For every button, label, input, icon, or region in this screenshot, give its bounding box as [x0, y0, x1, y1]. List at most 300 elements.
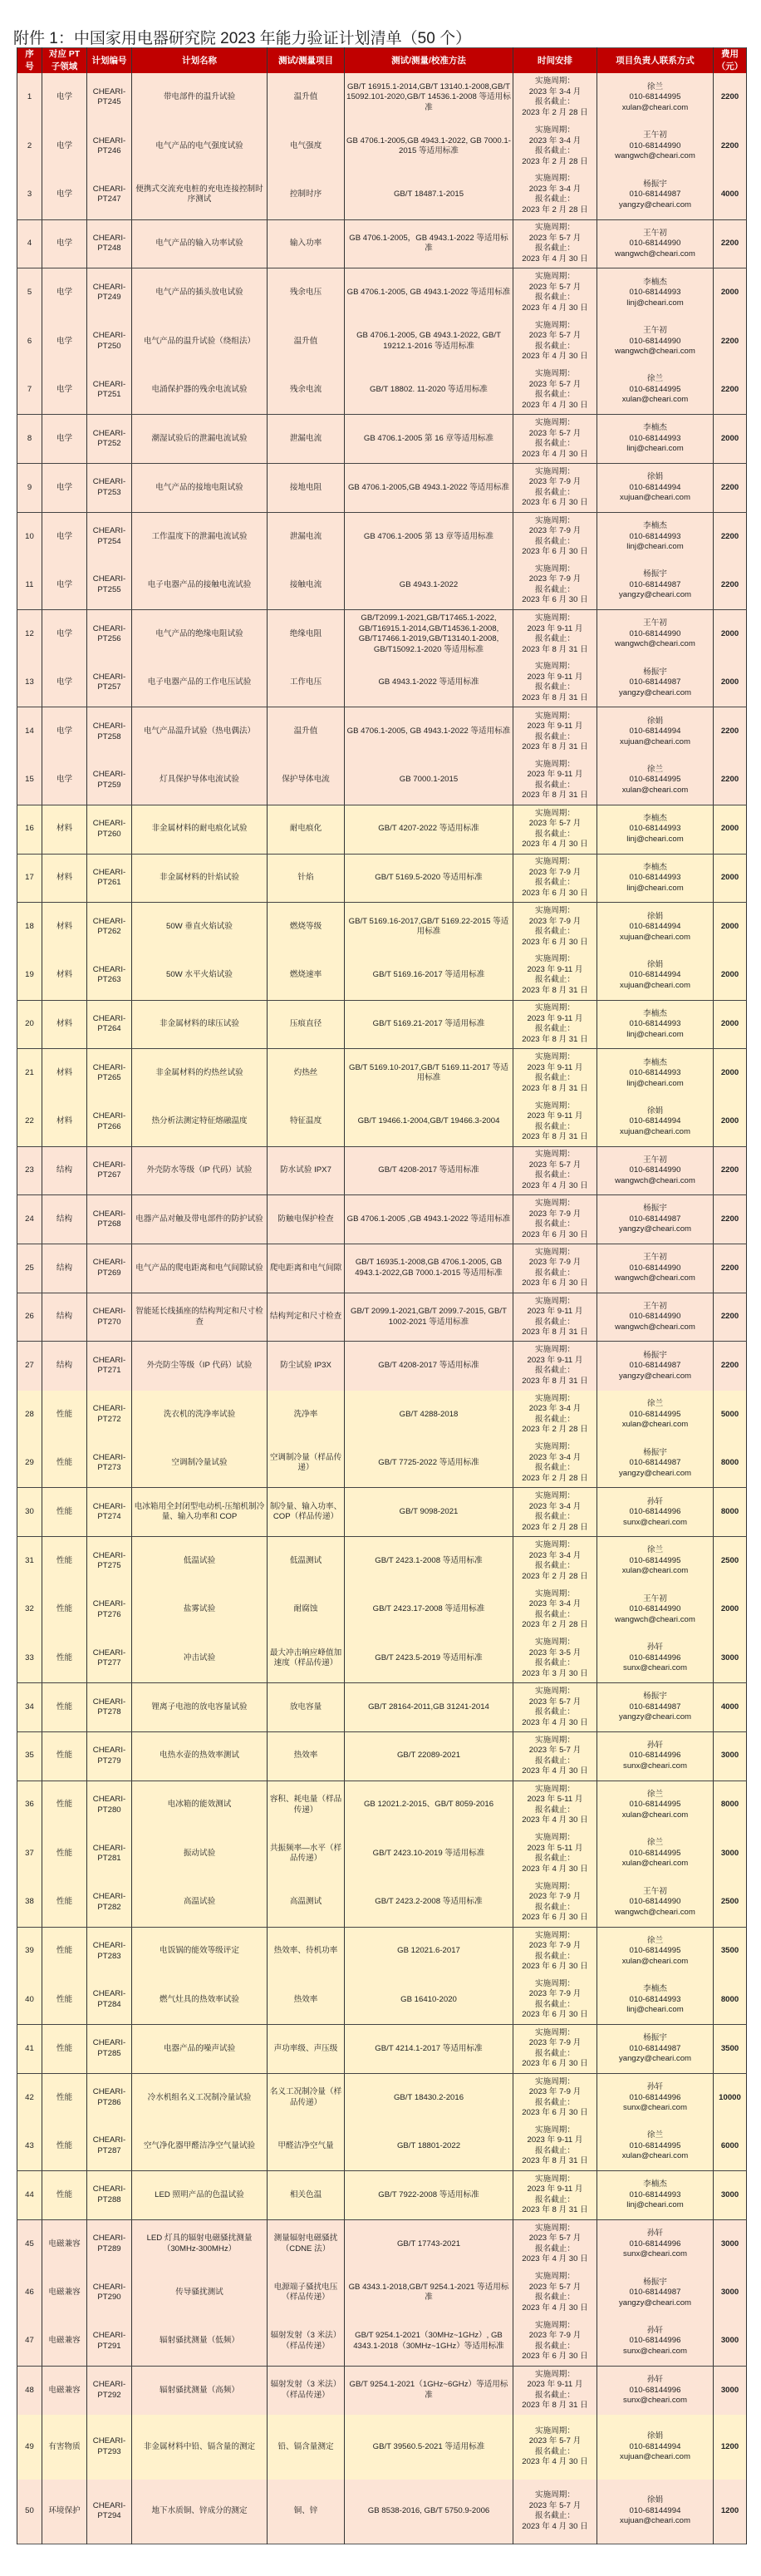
cell-seq: 2 — [17, 122, 42, 171]
cell-test-item: 相关色温 — [268, 2171, 345, 2220]
contact-email[interactable]: wangwch@cheari.com — [615, 1907, 695, 1917]
cell-contact — [597, 1049, 714, 1098]
cell-schedule: 实施周期： 2023 年 7-9 月 报名截止： 2023 年 6 月 30 日 — [513, 2025, 597, 2074]
cell-field: 性能 — [42, 1537, 87, 1586]
cell-code: CHEARI- PT271 — [87, 1342, 132, 1391]
cell-field: 电学 — [42, 415, 87, 464]
cell-schedule: 实施周期： 2023 年 5-7 月 报名截止： 2023 年 4 月 30 日 — [513, 805, 597, 854]
cell-seq: 33 — [17, 1634, 42, 1683]
cell-method: GB 4706.1-2005,GB 4943.1-2022 等适用标准 — [345, 464, 513, 513]
contact-email[interactable]: xulan@cheari.com — [621, 102, 689, 112]
cell-code: CHEARI- PT278 — [87, 1683, 132, 1732]
table-row — [17, 1927, 747, 1976]
cell-test-item: 爬电距离和电气间隙 — [268, 1244, 345, 1293]
cell-field: 性能 — [42, 1927, 87, 1976]
table-row — [17, 2268, 747, 2317]
contact-email[interactable]: wangwch@cheari.com — [615, 1614, 695, 1624]
contact-person: 徐娟 — [646, 2431, 664, 2441]
cell-method: GB/T 5169.16-2017,GB/T 5169.22-2015 等适用标准 — [345, 903, 513, 952]
cell-field: 电学 — [42, 268, 87, 318]
cell-contact — [597, 1878, 714, 1927]
contact-email[interactable]: wangwch@cheari.com — [615, 639, 695, 649]
contact-email[interactable]: wangwch@cheari.com — [615, 1175, 695, 1185]
contact-person: 徐兰 — [646, 1789, 664, 1799]
cell-code: CHEARI- PT248 — [87, 219, 132, 268]
contact-phone: 010-68144990 — [629, 239, 681, 249]
contact-email[interactable]: xujuan@cheari.com — [620, 1126, 690, 1136]
cell-code: CHEARI- PT272 — [87, 1391, 132, 1440]
cell-seq: 1 — [17, 73, 42, 122]
contact-email[interactable]: linj@cheari.com — [626, 542, 684, 552]
cell-test-item: 泄漏电流 — [268, 415, 345, 464]
contact-email[interactable]: yangzy@cheari.com — [618, 2298, 692, 2308]
contact-person: 徐兰 — [646, 1935, 664, 1945]
contact-person: 李楠杰 — [643, 1008, 667, 1018]
contact-email[interactable]: sunx@cheari.com — [623, 1761, 687, 1771]
table-row — [17, 415, 747, 464]
contact-email[interactable]: wangwch@cheari.com — [615, 1273, 695, 1283]
cell-seq: 14 — [17, 707, 42, 756]
cell-schedule: 实施周期： 2023 年 5-7 月 报名截止： 2023 年 4 月 30 日 — [513, 1731, 597, 1781]
contact-phone: 010-68144996 — [629, 2336, 681, 2346]
cell-code: CHEARI- PT245 — [87, 73, 132, 122]
contact-email[interactable]: xujuan@cheari.com — [620, 2452, 690, 2461]
contact-email[interactable]: sunx@cheari.com — [623, 2346, 687, 2356]
contact-email[interactable]: linj@cheari.com — [626, 1078, 684, 1088]
cell-contact — [597, 2268, 714, 2317]
cell-schedule: 实施周期： 2023 年 5-11 月 报名截止： 2023 年 4 月 30 日 — [513, 1830, 597, 1879]
cell-fee: 2000 — [714, 1049, 747, 1098]
cell-code: CHEARI- PT284 — [87, 1976, 132, 2025]
contact-phone: 010-68144995 — [629, 1800, 681, 1810]
contact-email[interactable]: xulan@cheari.com — [621, 1566, 689, 1576]
cell-fee: 8000 — [714, 1976, 747, 2025]
cell-schedule: 实施周期： 2023 年 7-9 月 报名截止： 2023 年 6 月 30 日 — [513, 464, 597, 513]
contact-person: 孙轩 — [646, 2375, 664, 2385]
cell-method: GB/T 16935.1-2008,GB 4706.1-2005, GB 4943.1-2022,GB 7000.1-2015 等适用标准 — [345, 1244, 513, 1293]
cell-method: GB/T 2423.17-2008 等适用标准 — [345, 1585, 513, 1634]
cell-plan-name: 外壳防水等级（IP 代码）试验 — [132, 1146, 268, 1195]
cell-seq: 24 — [17, 1195, 42, 1244]
cell-test-item: 结构判定和尺寸检查 — [268, 1293, 345, 1342]
cell-contact — [597, 1146, 714, 1195]
contact-person: 徐兰 — [646, 81, 664, 91]
contact-email[interactable]: yangzy@cheari.com — [618, 1712, 692, 1722]
contact-phone: 010-68144996 — [629, 2239, 681, 2248]
cell-seq: 8 — [17, 415, 42, 464]
contact-email[interactable]: linj@cheari.com — [626, 444, 684, 454]
cell-method: GB 4706.1-2005,GB 4943.1-2022, GB 7000.1-2015 等适用标准 — [345, 122, 513, 171]
cell-field: 材料 — [42, 1049, 87, 1098]
cell-plan-name: 智能延长线插座的结构判定和尺寸检查 — [132, 1293, 268, 1342]
table-row — [17, 756, 747, 805]
table-row — [17, 707, 747, 756]
contact-email[interactable]: yangzy@cheari.com — [618, 1224, 692, 1234]
table-row — [17, 2122, 747, 2171]
table-row — [17, 1634, 747, 1683]
cell-field: 电磁兼容 — [42, 2366, 87, 2415]
table-row — [17, 2025, 747, 2074]
table-row — [17, 73, 747, 122]
contact-phone: 010-68144996 — [629, 1652, 681, 1662]
cell-method: GB/T 2099.1-2021,GB/T 2099.7-2015, GB/T 1002-2021 等适用标准 — [345, 1293, 513, 1342]
contact-person: 王午初 — [643, 326, 667, 336]
contact-phone: 010-68144987 — [629, 1702, 681, 1712]
cell-schedule: 实施周期： 2023 年 3-4 月 报名截止： 2023 年 2 月 28 日 — [513, 73, 597, 122]
cell-contact — [597, 1537, 714, 1586]
header-contact: 项目负责人联系方式 — [597, 48, 714, 74]
cell-test-item: 接地电阻 — [268, 464, 345, 513]
cell-method: GB/T 22089-2021 — [345, 1731, 513, 1781]
cell-plan-name: 低温试验 — [132, 1537, 268, 1586]
contact-email[interactable]: xujuan@cheari.com — [620, 2516, 690, 2526]
contact-email[interactable]: wangwch@cheari.com — [615, 151, 695, 161]
contact-person: 李楠杰 — [643, 2180, 667, 2189]
contact-person: 杨振宇 — [643, 2277, 667, 2287]
cell-schedule: 实施周期： 2023 年 5-7 月 报名截止： 2023 年 4 月 30 日 — [513, 415, 597, 464]
contact-email[interactable]: sunx@cheari.com — [623, 1517, 687, 1527]
contact-email[interactable]: xulan@cheari.com — [621, 1859, 689, 1869]
contact-email[interactable]: xulan@cheari.com — [621, 1956, 689, 1966]
cell-seq: 42 — [17, 2073, 42, 2122]
cell-method: GB/T 9254.1-2021（1GHz~6GHz）等适用标准 — [345, 2366, 513, 2415]
contact-email[interactable]: yangzy@cheari.com — [618, 687, 692, 697]
cell-schedule: 实施周期： 2023 年 5-7 月 报名截止： 2023 年 4 月 30 日 — [513, 2480, 597, 2544]
cell-test-item: 残余电压 — [268, 268, 345, 318]
cell-contact — [597, 1634, 714, 1683]
cell-fee: 2000 — [714, 951, 747, 1000]
table-row — [17, 219, 747, 268]
contact-email[interactable]: sunx@cheari.com — [623, 1663, 687, 1673]
cell-seq: 47 — [17, 2317, 42, 2367]
cell-test-item: 压痕直径 — [268, 1000, 345, 1049]
contact-email[interactable]: xujuan@cheari.com — [620, 736, 690, 746]
contact-phone: 010-68144990 — [629, 1604, 681, 1614]
cell-fee: 2200 — [714, 73, 747, 122]
contact-phone: 010-68144994 — [629, 482, 681, 492]
contact-email[interactable]: xulan@cheari.com — [621, 2151, 689, 2161]
cell-method: GB/T 7725-2022 等适用标准 — [345, 1439, 513, 1488]
cell-fee: 2200 — [714, 1244, 747, 1293]
contact-email[interactable]: xujuan@cheari.com — [620, 980, 690, 990]
cell-code: CHEARI- PT291 — [87, 2317, 132, 2367]
cell-seq: 27 — [17, 1342, 42, 1391]
table-row — [17, 1830, 747, 1879]
cell-code: CHEARI- PT288 — [87, 2171, 132, 2220]
cell-field: 电学 — [42, 756, 87, 805]
contact-email[interactable]: yangzy@cheari.com — [618, 1468, 692, 1478]
cell-seq: 23 — [17, 1146, 42, 1195]
contact-email[interactable]: wangwch@cheari.com — [615, 249, 695, 259]
cell-plan-name: 电气产品的绝缘电阻试验 — [132, 610, 268, 659]
cell-plan-name: 电气产品温升试验（热电偶法） — [132, 707, 268, 756]
contact-person: 杨振宇 — [643, 179, 667, 189]
cell-method: GB/T 4208-2017 等适用标准 — [345, 1146, 513, 1195]
cell-plan-name: 冲击试验 — [132, 1634, 268, 1683]
cell-fee: 1200 — [714, 2480, 747, 2544]
table-row — [17, 1537, 747, 1586]
contact-person: 徐娟 — [646, 959, 664, 969]
cell-schedule: 实施周期： 2023 年 5-7 月 报名截止： 2023 年 4 月 30 日 — [513, 317, 597, 366]
cell-fee: 3500 — [714, 2025, 747, 2074]
contact-email[interactable]: sunx@cheari.com — [623, 2249, 687, 2259]
cell-field: 材料 — [42, 1097, 87, 1146]
contact-person: 杨振宇 — [643, 2033, 667, 2043]
cell-method: GB/T 2423.1-2008 等适用标准 — [345, 1537, 513, 1586]
contact-person: 孙轩 — [646, 2082, 664, 2092]
contact-email[interactable]: linj@cheari.com — [626, 883, 684, 893]
contact-email[interactable]: xulan@cheari.com — [621, 1420, 689, 1430]
contact-phone: 010-68144994 — [629, 922, 681, 932]
cell-test-item: 灼热丝 — [268, 1049, 345, 1098]
header-method: 测试/测量/校准方法 — [345, 48, 513, 74]
cell-method: GB/T 4207-2022 等适用标准 — [345, 805, 513, 854]
cell-fee: 3000 — [714, 1731, 747, 1781]
cell-schedule: 实施周期： 2023 年 9-11 月 报名截止： 2023 年 8 月 31 日 — [513, 658, 597, 707]
cell-seq: 28 — [17, 1391, 42, 1440]
cell-fee: 2200 — [714, 512, 747, 561]
cell-method: GB/T 19466.1-2004,GB/T 19466.3-2004 — [345, 1097, 513, 1146]
contact-email[interactable]: xujuan@cheari.com — [620, 932, 690, 942]
cell-schedule: 实施周期： 2023 年 7-9 月 报名截止： 2023 年 6 月 30 日 — [513, 1195, 597, 1244]
cell-fee: 2000 — [714, 854, 747, 903]
cell-plan-name: 带电部件的温升试验 — [132, 73, 268, 122]
cell-field: 环境保护 — [42, 2480, 87, 2544]
table-row — [17, 317, 747, 366]
table-row — [17, 1146, 747, 1195]
contact-email[interactable]: xulan@cheari.com — [621, 785, 689, 795]
cell-test-item: 防触电保护检查 — [268, 1195, 345, 1244]
cell-code: CHEARI- PT289 — [87, 2219, 132, 2268]
contact-person: 王午初 — [643, 131, 667, 140]
cell-field: 电学 — [42, 122, 87, 171]
cell-test-item: 温升值 — [268, 73, 345, 122]
cell-fee: 8000 — [714, 1781, 747, 1830]
cell-field: 性能 — [42, 1878, 87, 1927]
table-row — [17, 1731, 747, 1781]
cell-field: 材料 — [42, 903, 87, 952]
cell-schedule: 实施周期： 2023 年 3-4 月 报名截止： 2023 年 2 月 28 日 — [513, 1439, 597, 1488]
cell-contact — [597, 122, 714, 171]
contact-phone: 010-68144987 — [629, 1361, 681, 1371]
cell-plan-name: 振动试验 — [132, 1830, 268, 1879]
table-row — [17, 1195, 747, 1244]
contact-phone: 010-68144995 — [629, 1409, 681, 1419]
cell-test-item: 空调制冷量（样品传递） — [268, 1439, 345, 1488]
cell-schedule: 实施周期： 2023 年 5-7 月 报名截止： 2023 年 4 月 30 日 — [513, 1683, 597, 1732]
cell-contact — [597, 2219, 714, 2268]
cell-code: CHEARI- PT280 — [87, 1781, 132, 1830]
cell-seq: 38 — [17, 1878, 42, 1927]
cell-contact — [597, 2317, 714, 2367]
cell-fee: 2200 — [714, 1146, 747, 1195]
cell-field: 电学 — [42, 707, 87, 756]
cell-test-item: 电源端子骚扰电压（样品传递） — [268, 2268, 345, 2317]
cell-seq: 44 — [17, 2171, 42, 2220]
contact-email[interactable]: xulan@cheari.com — [621, 395, 689, 405]
cell-fee: 2000 — [714, 1000, 747, 1049]
cell-test-item: 输入功率 — [268, 219, 345, 268]
contact-email[interactable]: linj@cheari.com — [626, 298, 684, 308]
cell-seq: 34 — [17, 1683, 42, 1732]
contact-email[interactable]: yangzy@cheari.com — [618, 1371, 692, 1381]
contact-email[interactable]: xujuan@cheari.com — [620, 493, 690, 503]
contact-phone: 010-68144987 — [629, 579, 681, 589]
cell-fee: 2000 — [714, 805, 747, 854]
contact-phone: 010-68144995 — [629, 1946, 681, 1956]
cell-code: CHEARI- PT254 — [87, 512, 132, 561]
contact-email[interactable]: sunx@cheari.com — [623, 2103, 687, 2113]
cell-seq: 19 — [17, 951, 42, 1000]
cell-code: CHEARI- PT261 — [87, 854, 132, 903]
table-row — [17, 1391, 747, 1440]
contact-phone: 010-68144995 — [629, 775, 681, 785]
cell-plan-name: 电气产品的接地电阻试验 — [132, 464, 268, 513]
cell-method: GB 4706.1-2005 第 16 章等适用标准 — [345, 415, 513, 464]
contact-person: 杨振宇 — [643, 569, 667, 579]
table-row — [17, 1585, 747, 1634]
contact-email[interactable]: yangzy@cheari.com — [618, 2054, 692, 2064]
cell-test-item: 耐电痕化 — [268, 805, 345, 854]
cell-field: 电学 — [42, 464, 87, 513]
cell-method: GB/T 2423.5-2019 等适用标准 — [345, 1634, 513, 1683]
cell-plan-name: 热分析法测定特征熔融温度 — [132, 1097, 268, 1146]
header-fee: 费用 （元） — [714, 48, 747, 74]
cell-field: 性能 — [42, 1585, 87, 1634]
cell-fee: 10000 — [714, 2073, 747, 2122]
cell-contact — [597, 2415, 714, 2480]
cell-schedule: 实施周期： 2023 年 5-7 月 报名截止： 2023 年 4 月 30 日 — [513, 2219, 597, 2268]
cell-contact — [597, 2480, 714, 2544]
cell-schedule: 实施周期： 2023 年 9-11 月 报名截止： 2023 年 8 月 31 日 — [513, 1049, 597, 1098]
cell-contact — [597, 1585, 714, 1634]
cell-contact — [597, 1391, 714, 1440]
cell-test-item: 燃烧速率 — [268, 951, 345, 1000]
contact-person: 王午初 — [643, 1155, 667, 1165]
cell-test-item: 绝缘电阻 — [268, 610, 345, 659]
cell-contact — [597, 268, 714, 318]
cell-field: 电学 — [42, 317, 87, 366]
cell-field: 电学 — [42, 170, 87, 219]
contact-person: 李楠杰 — [643, 423, 667, 433]
cell-fee: 3000 — [714, 2317, 747, 2367]
cell-schedule: 实施周期： 2023 年 7-9 月 报名截止： 2023 年 6 月 30 日 — [513, 2317, 597, 2367]
contact-person: 徐兰 — [646, 374, 664, 384]
cell-code: CHEARI- PT287 — [87, 2122, 132, 2171]
contact-person: 徐娟 — [646, 472, 664, 482]
cell-plan-name: 空气净化器甲醛洁净空气量试验 — [132, 2122, 268, 2171]
contact-email[interactable]: sunx@cheari.com — [623, 2396, 687, 2406]
cell-seq: 36 — [17, 1781, 42, 1830]
cell-test-item: 防水试验 IPX7 — [268, 1146, 345, 1195]
cell-fee: 3000 — [714, 1830, 747, 1879]
cell-seq: 16 — [17, 805, 42, 854]
contact-person: 王午初 — [643, 618, 667, 628]
cell-seq: 5 — [17, 268, 42, 318]
cell-test-item: 泄漏电流 — [268, 512, 345, 561]
contact-email[interactable]: xulan@cheari.com — [621, 1810, 689, 1820]
contact-email[interactable]: linj@cheari.com — [626, 834, 684, 844]
cell-seq: 25 — [17, 1244, 42, 1293]
contact-person: 王午初 — [643, 1886, 667, 1896]
cell-fee: 5000 — [714, 1391, 747, 1440]
cell-schedule: 实施周期： 2023 年 9-11 月 报名截止： 2023 年 8 月 31 日 — [513, 610, 597, 659]
contact-email[interactable]: wangwch@cheari.com — [615, 347, 695, 357]
cell-contact — [597, 1439, 714, 1488]
cell-code: CHEARI- PT293 — [87, 2415, 132, 2480]
contact-phone: 010-68144995 — [629, 2140, 681, 2150]
cell-code: CHEARI- PT247 — [87, 170, 132, 219]
cell-plan-name: 电子电器产品的接触电流试验 — [132, 561, 268, 610]
cell-seq: 46 — [17, 2268, 42, 2317]
contact-email[interactable]: yangzy@cheari.com — [618, 590, 692, 600]
cell-field: 性能 — [42, 1439, 87, 1488]
cell-plan-name: 潮湿试验后的泄漏电流试验 — [132, 415, 268, 464]
cell-code: CHEARI- PT266 — [87, 1097, 132, 1146]
cell-method: GB 12021.6-2017 — [345, 1927, 513, 1976]
cell-code: CHEARI- PT251 — [87, 366, 132, 415]
cell-fee: 2000 — [714, 268, 747, 318]
cell-method: GB/T 5169.10-2017,GB/T 5169.11-2017 等适用标准 — [345, 1049, 513, 1098]
cell-contact — [597, 707, 714, 756]
cell-code: CHEARI- PT282 — [87, 1878, 132, 1927]
cell-schedule: 实施周期： 2023 年 7-9 月 报名截止： 2023 年 6 月 30 日 — [513, 1244, 597, 1293]
cell-test-item: 热效率、待机功率 — [268, 1927, 345, 1976]
cell-test-item: 接触电流 — [268, 561, 345, 610]
cell-code: CHEARI- PT260 — [87, 805, 132, 854]
contact-email[interactable]: linj@cheari.com — [626, 1029, 684, 1039]
contact-phone: 010-68144993 — [629, 531, 681, 541]
contact-person: 王午初 — [643, 1301, 667, 1311]
header-item: 测试/测量项目 — [268, 48, 345, 74]
cell-plan-name: 电气产品的爬电距离和电气间隙试验 — [132, 1244, 268, 1293]
cell-contact — [597, 366, 714, 415]
cell-test-item: 共振频率—水平（样品传递） — [268, 1830, 345, 1879]
cell-test-item: 电气强度 — [268, 122, 345, 171]
cell-method: GB 4706.1-2005, GB 4943.1-2022 等适用标准 — [345, 707, 513, 756]
cell-contact — [597, 1927, 714, 1976]
cell-code: CHEARI- PT258 — [87, 707, 132, 756]
cell-method: GB/T 9254.1-2021（30MHz~1GHz）, GB 4343.1-2018（30MHz~1GHz）等适用标准 — [345, 2317, 513, 2367]
contact-phone: 010-68144987 — [629, 1458, 681, 1468]
table-row — [17, 1097, 747, 1146]
cell-schedule: 实施周期： 2023 年 5-7 月 报名截止： 2023 年 4 月 30 日 — [513, 219, 597, 268]
cell-schedule: 实施周期： 2023 年 9-11 月 报名截止： 2023 年 8 月 31 日 — [513, 1000, 597, 1049]
cell-method: GB/T 28164-2011,GB 31241-2014 — [345, 1683, 513, 1732]
cell-fee: 2200 — [714, 122, 747, 171]
cell-field: 性能 — [42, 1830, 87, 1879]
cell-code: CHEARI- PT249 — [87, 268, 132, 318]
cell-plan-name: 空调制冷量试验 — [132, 1439, 268, 1488]
cell-test-item: 铜、锌 — [268, 2480, 345, 2544]
cell-contact — [597, 512, 714, 561]
cell-contact — [597, 756, 714, 805]
cell-code: CHEARI- PT290 — [87, 2268, 132, 2317]
contact-person: 徐娟 — [646, 1106, 664, 1116]
contact-person: 徐兰 — [646, 2130, 664, 2140]
contact-email[interactable]: yangzy@cheari.com — [618, 199, 692, 209]
contact-phone: 010-68144993 — [629, 1019, 681, 1029]
contact-email[interactable]: linj@cheari.com — [626, 2005, 684, 2015]
cell-test-item: 残余电流 — [268, 366, 345, 415]
cell-contact — [597, 2122, 714, 2171]
cell-seq: 37 — [17, 1830, 42, 1879]
contact-email[interactable]: linj@cheari.com — [626, 2200, 684, 2210]
contact-email[interactable]: wangwch@cheari.com — [615, 1322, 695, 1332]
cell-field: 电磁兼容 — [42, 2268, 87, 2317]
cell-plan-name: 非金属材料的耐电痕化试验 — [132, 805, 268, 854]
contact-phone: 010-68144995 — [629, 384, 681, 394]
